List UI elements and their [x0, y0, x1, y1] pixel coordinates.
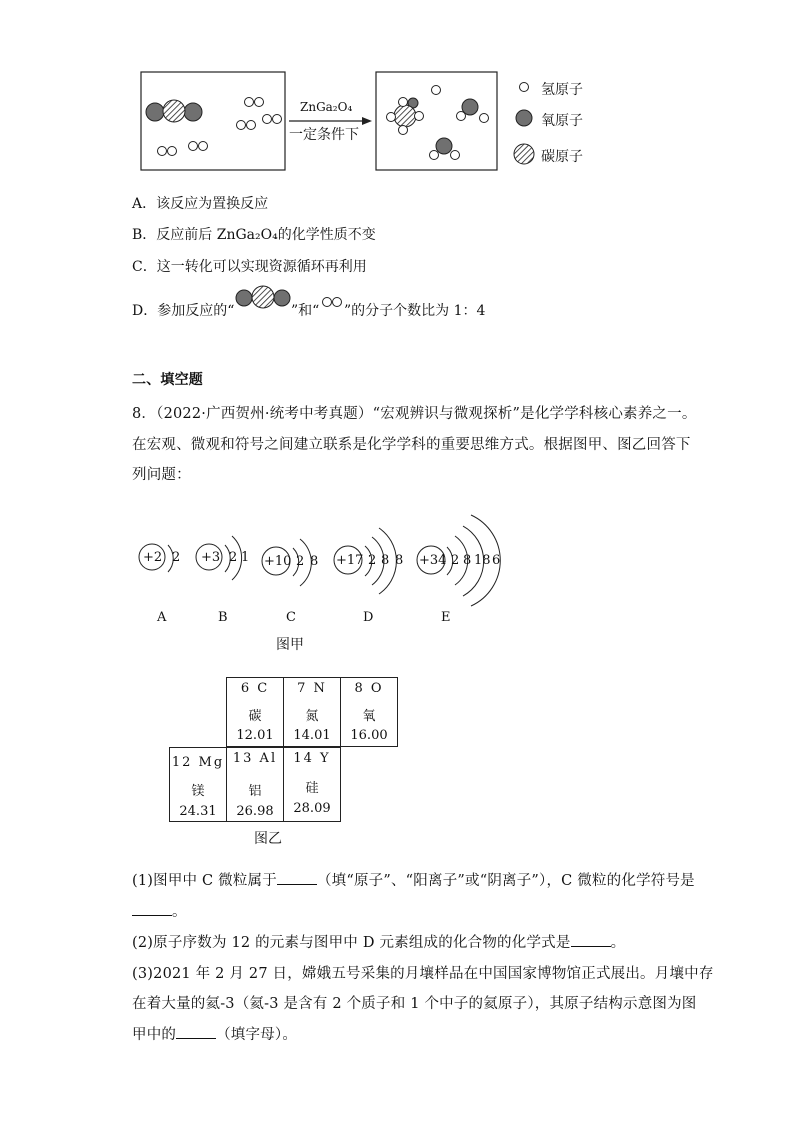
pt-cell-carbon: 6 C 碳 12.01	[226, 677, 284, 747]
q3-line2: 在着大量的氦-3（氦-3 是含有 2 个质子和 1 个中子的氦原子），其原子结构示意图为图	[132, 996, 697, 1012]
atom-b-shell2: 1	[241, 550, 250, 565]
q2-blank[interactable]	[571, 934, 611, 947]
option-b: B．反应前后 ZnGa₂O₄的化学性质不变	[132, 227, 376, 243]
pt-cell-nitrogen: 7 N 氮 14.01	[283, 677, 341, 747]
atom-e-label: E	[441, 610, 451, 625]
pt-cell-magnesium: 12 Mg 镁 24.31	[169, 747, 227, 822]
q3-line3: 甲中的 （填字母）。	[132, 1027, 298, 1043]
pt-cell-aluminum: 13 Al 铝 26.98	[226, 747, 284, 822]
atom-d-nucleus: +17	[336, 553, 364, 568]
h2o-molecules	[430, 86, 489, 160]
q1-line2: 。	[132, 900, 187, 921]
atom-d-shell1: 2	[368, 553, 377, 568]
atom-b-label: B	[218, 610, 228, 625]
option-d-pre: D．参加反应的“	[132, 303, 235, 319]
co2-inline-icon	[236, 286, 290, 308]
q1-blank1[interactable]	[277, 872, 317, 885]
atom-b-shell1: 2	[229, 550, 238, 565]
atom-d-label: D	[363, 610, 374, 625]
option-d-mid: ”和“	[291, 303, 320, 319]
section-title: 二、填空题	[132, 372, 203, 388]
legend-carbon: 碳原子	[541, 149, 583, 165]
q1-blank2[interactable]	[132, 903, 172, 916]
q2-line: (2)原子序数为 12 的元素与图甲中 D 元素组成的化合物的化学式是 。	[132, 935, 626, 951]
atom-a-label: A	[157, 610, 167, 625]
q1-line: (1)图甲中 C 微粒属于 （填“原子”、“阳离子”或“阴离子”），C 微粒的化学符号是	[132, 873, 695, 889]
atom-a-shell: 2	[172, 550, 181, 565]
fig-yi-caption: 图乙	[254, 831, 282, 847]
co2-molecule	[146, 100, 202, 122]
pt-cell-oxygen: 8 O 氧 16.00	[340, 677, 398, 747]
atom-e-shell2: 8	[463, 553, 472, 568]
atom-a-nucleus: +2	[143, 550, 163, 565]
legend-oxygen: 氧原子	[541, 113, 583, 129]
atom-c-label: C	[286, 610, 296, 625]
q8-line1: 8．（2022·广西贺州·统考中考真题）“宏观辨识与微观探析”是化学学科核心素养之一。	[132, 406, 697, 422]
q3-blank[interactable]	[176, 1026, 216, 1039]
q3-line1: (3)2021 年 2 月 27 日，嫦娥五号采集的月壤样品在中国国家博物馆正式展出。月壤中存	[132, 966, 714, 982]
pt-cell-silicon: 14 Y 硅 28.09	[283, 747, 341, 822]
h2-inline-icon	[323, 298, 342, 307]
atom-d-shell3: 8	[395, 553, 404, 568]
fig-jia-caption: 图甲	[276, 637, 304, 653]
atom-e-shell3: 18	[474, 553, 491, 568]
atom-e-shell4: 6	[492, 553, 501, 568]
atom-d-shell2: 8	[381, 553, 390, 568]
ch3oh-molecule	[387, 98, 424, 135]
q8-line2: 在宏观、微观和符号之间建立联系是化学学科的重要思维方式。根据图甲、图乙回答下	[132, 437, 691, 453]
hydrogen-legend-icon	[520, 83, 529, 92]
catalyst-label: ZnGa₂O₄	[300, 100, 353, 114]
option-d-post: ”的分子个数比为 1：4	[344, 303, 486, 319]
carbon-legend-icon	[514, 144, 534, 164]
atom-e-nucleus: +34	[419, 553, 447, 568]
option-a: A．该反应为置换反应	[132, 196, 269, 212]
condition-label: 一定条件下	[289, 127, 359, 143]
atom-c-shell2: 8	[310, 554, 319, 569]
atom-e-shell1: 2	[451, 553, 460, 568]
oxygen-legend-icon	[516, 110, 532, 126]
legend-hydrogen: 氢原子	[541, 82, 583, 98]
q8-line3: 列问题：	[132, 467, 191, 483]
atom-b-nucleus: +3	[201, 550, 221, 565]
atom-c-shell1: 2	[296, 554, 305, 569]
option-c: C．这一转化可以实现资源循环再利用	[132, 259, 367, 275]
atom-c-nucleus: +10	[264, 554, 292, 569]
